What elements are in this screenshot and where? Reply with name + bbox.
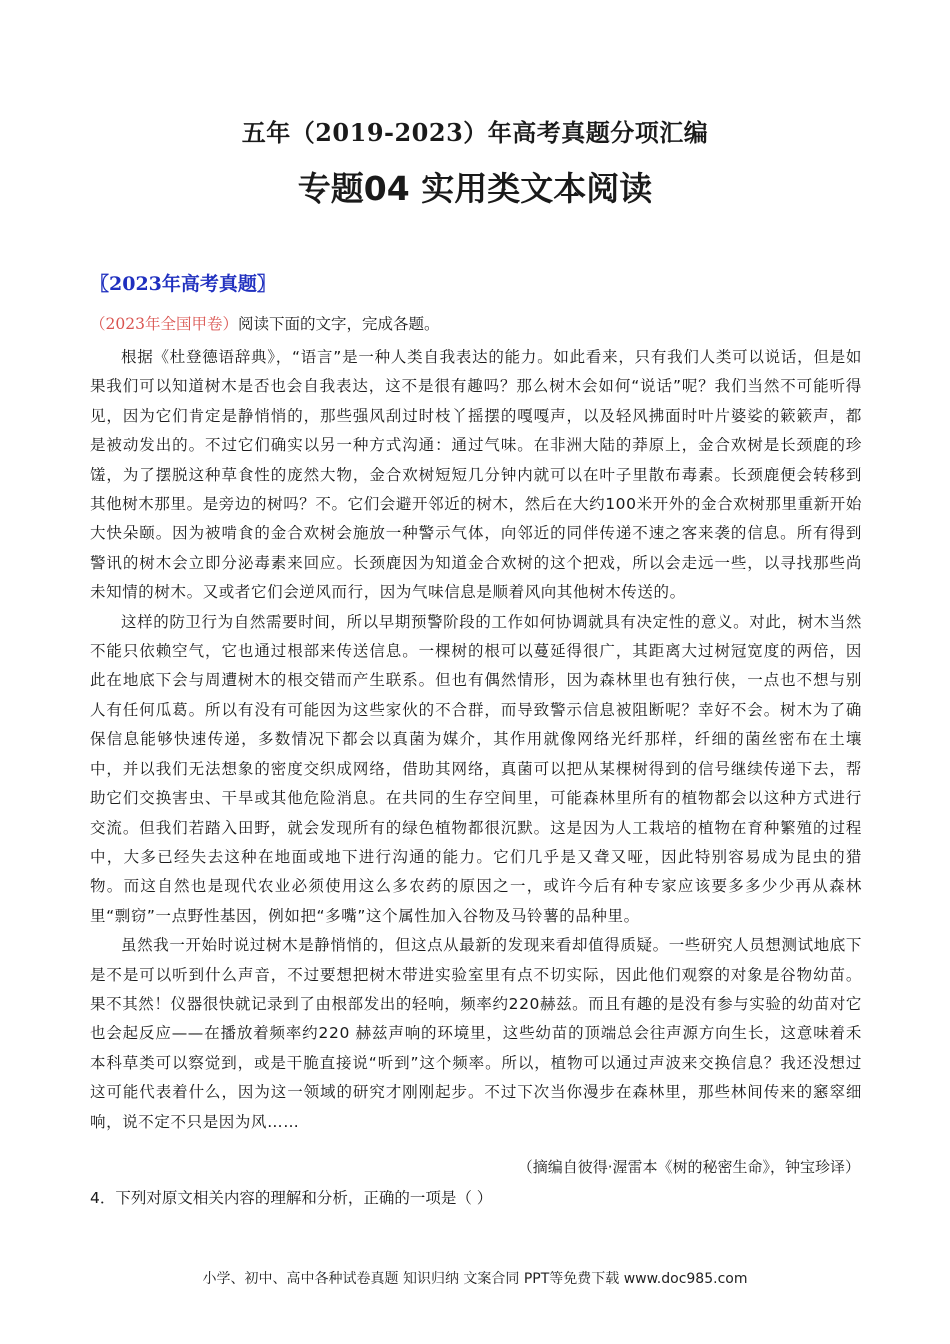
article-paragraph: 这样的防卫行为自然需要时间，所以早期预警阶段的工作如何协调就具有决定性的意义。对此，树木当然不能只依赖空气，它也通过根部来传送信息。一棵树的根可以蔓延得很广，其距离大过树冠宽度的两倍，因此在地底下会与周遭树木的根交错而产生联系。但也有偶然情形，因为森林里也有独行侠，一点也不想与别人有任何瓜葛。所以有没有可能因为这些家伙的不合群，而导致警示信息被阻断呢？幸好不会。树木为了确保信息能够快速传递，多数情况下都会以真菌为媒介，其作用就像网络光纤那样，纤细的菌丝密布在土壤中，并以我们无法想象的密度交织成网络，借助其网络，真菌可以把从某棵树得到的信号继续传递下去，帮助它们交换害虫、干旱或其他危险消息。在共同的生存空间里，可能森林里所有的植物都会以这种方式进行交流。但我们若踏入田野，就会发现所有的绿色植物都很沉默。这是因为人工栽培的植物在育种繁殖的过程中，大多已经失去这种在地面或地下进行沟通的能力。它们几乎是又聋又哑，因此特别容易成为昆虫的猎物。而这自然也是现代农业必须使用这么多农药的原因之一，或许今后有种专家应该要多多少少再从森林里“剽窃”一点野性基因，例如把“多嘴”这个属性加入谷物及马铃薯的品种里。: [90, 612, 862, 925]
article-paragraph: 根据《杜登德语辞典》，“语言”是一种人类自我表达的能力。如此看来，只有我们人类可以说话，但是如果我们可以知道树木是否也会自我表达，这不是很有趣吗？那么树木会如何“说话”呢？我们当然不可能听得见，因为它们肯定是静悄悄的，那些强风刮过时枝丫摇摆的嘎嘎声，以及轻风拂面时叶片婆娑的簌簌声，都是被动发出的。不过它们确实以另一种方式沟通：通过气味。在非洲大陆的莽原上，金合欢树是长颈鹿的珍馐，为了摆脱这种草食性的庞然大物，金合欢树短短几分钟内就可以在叶子里散布毒素。长颈鹿便会转移到其他树木那里。是旁边的树吗？不。它们会避开邻近的树木，然后在大约100米开外的金合欢树那里重新开始大快朵颐。因为被啃食的金合欢树会施放一种警示气体，向邻近的同伴传递不速之客来袭的信息。所有得到警讯的树木会立即分泌毒素来回应。长颈鹿因为知道金合欢树的这个把戏，所以会走远一些，以寻找那些尚未知情的树木。又或者它们会逆风而行，因为气味信息是顺着风向其他树木传送的。: [90, 348, 862, 602]
collection-title: 五年（2019-2023）年高考真题分项汇编: [241, 118, 709, 147]
topic-title: 专题04 实用类文本阅读: [297, 169, 653, 208]
exam-source-tag: （2023年全国甲卷）: [90, 315, 238, 333]
article-body: [90, 343, 862, 1137]
section-heading: 〖2023年高考真题〗: [90, 273, 276, 295]
article-citation: （摘编自彼得·渥雷本《树的秘密生命》，钟宝珍译）: [517, 1158, 860, 1176]
source-line: [90, 312, 439, 334]
page-footer: 小学、初中、高中各种试卷真题 知识归纳 文案合同 PPT等免费下载 www.doc985.com: [202, 1271, 748, 1287]
instruction-text: 阅读下面的文字，完成各题。: [237, 315, 440, 333]
question-stem: 4．下列对原文相关内容的理解和分析，正确的一项是（ ）: [90, 1189, 493, 1207]
article-paragraph: 虽然我一开始时说过树木是静悄悄的，但这点从最新的发现来看却值得质疑。一些研究人员想测试地底下是不是可以听到什么声音，不过要想把树木带进实验室里有点不切实际，因此他们观察的对象是谷物幼苗。果不其然！仪器很快就记录到了由根部发出的轻响，频率约220赫兹。而且有趣的是没有参与实验的幼苗对它也会起反应——在播放着频率约220 赫兹声响的环境里，这些幼苗的顶端总会往声源方向生长，这意味着禾本科草类可以察觉到，或是干脆直接说“听到”这个频率。所以，植物可以通过声波来交换信息？我还没想过这可能代表着什么，因为这一领域的研究才刚刚起步。不过下次当你漫步在森林里，那些林间传来的窸窣细响，说不定不只是因为风……: [90, 936, 862, 1131]
